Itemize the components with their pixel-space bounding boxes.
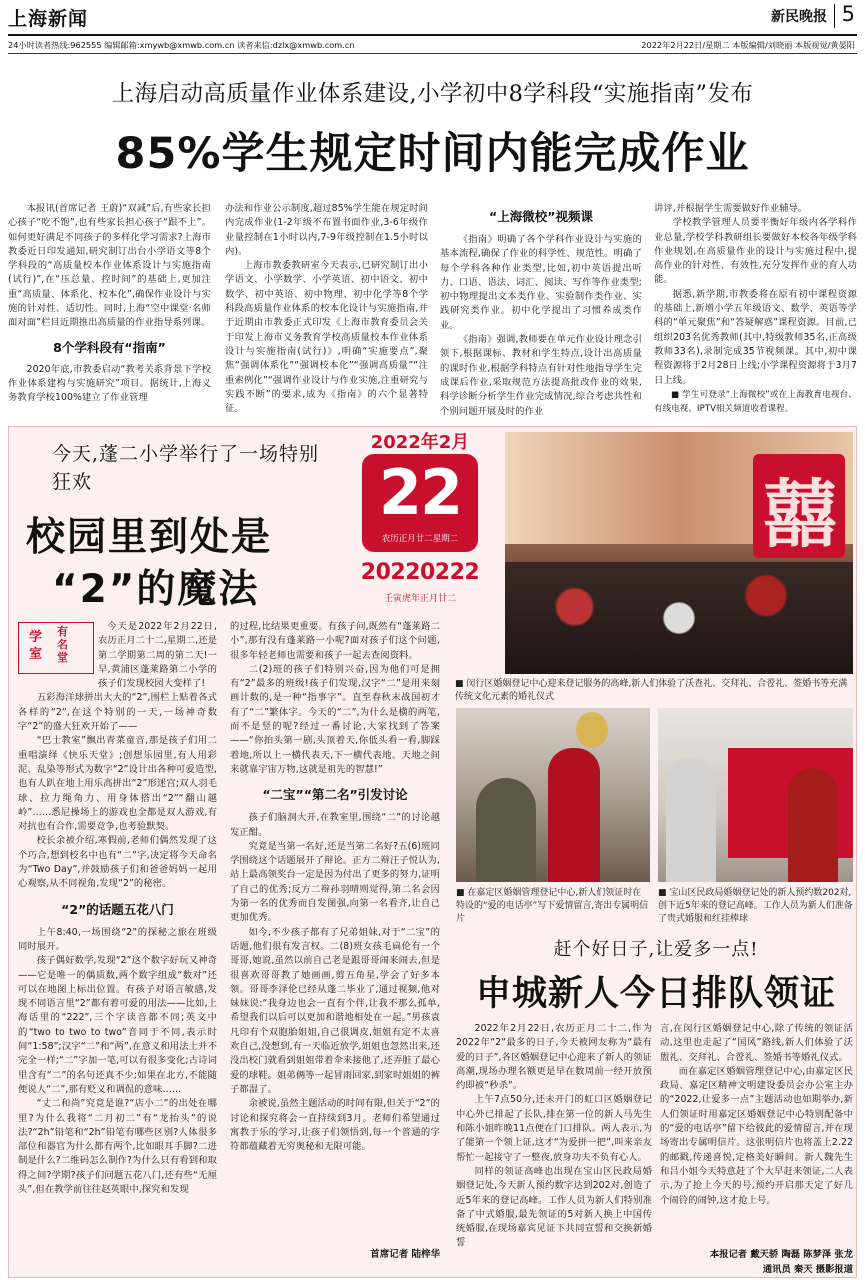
paragraph: 余被说,虽然主题活动的时间有限,但关于“2”的讨论和探究将会一直持续到3月。老师们希望通过寓教于乐的学习,让孩子们领悟到,每一个普通的字符都蕴藏着无穷奥秘和无限可能。 (230, 1098, 440, 1153)
wedding-col-1 (456, 1022, 652, 1272)
top-col-1 (8, 202, 211, 420)
paragraph: 而在嘉定区婚姻管理登记中心,由嘉定区民政局、嘉定区精神文明建设委员会办公室主办的“2022,让爱多一点”主题活动也如期举办,新人们领证时用嘉定区婚姻登记中心特别配备中的“爱的电话亭”留下给彼此的爱情留言,并在现场寄出专属明信片。这张明信片也将盖上2.22的邮戳,传递喜悦,定格美好瞬间。新人魏先生和吕小姐今天特意赶了个大早赶来领证,二人表示,为了抢上今天的号,预约开启那天定了好几个闹铃的闹钟,这才抢上号。 (660, 1065, 853, 1206)
paragraph: 言,在闵行区婚姻登记中心,除了传统的领证活动,这里也走起了“国风”路线,新人们体验了沃盥礼、交拜礼、合卺礼、签婚书等婚礼仪式。 (660, 1023, 853, 1063)
crowd (505, 562, 853, 674)
subhead: 8个学科段有“指南” (53, 339, 166, 355)
top-col-3 (440, 202, 642, 420)
paragraph: 同样的领证高峰也出现在宝山区民政局婚姻登记处,今天新人预约数字达到202对,创造了近5年来的登记高峰。工作人员为新人们特别准备了中式婚服,最先领证的5对新人换上中国传统婚服,在现场嘉宾见证下共同宣誓和交换新婚誓 (456, 1165, 652, 1249)
paragraph: “巴士教室”飘出青菜童音,那是孩子们用二重唱演绎《快乐天堂》;创想乐园里,有人用彩泥、乱染等形式为数字“2”设计出各种可爱造型,也有人趴在地上用乐高拼出“2”形迷宫;双人羽毛球、拉力绳角力、用身体搭出“2”“翻山越岭”……悉尼操场上的游戏也全都是双人游戏,有对抗也有合作,需要竞争,也考验默契。 (18, 735, 217, 833)
subhead: “2”的话题五花八门 (61, 901, 174, 917)
wedding-byline-1: 本报记者 戴天骄 陶磊 陈梦泽 张龙 (709, 1249, 853, 1260)
page-divider (834, 4, 835, 28)
paragraph: 孩子们脑洞大开,在教室里,围绕“二”的讨论越发正酣。 (230, 812, 440, 838)
paragraph: 五彩海洋球拼出大大的“2”,围栏上贴着各式各样的“2”,在这个特别的一天,一场神奇数字“2”的盛大狂欢开始了—— (18, 692, 217, 733)
paragraph: 上海市教委教研室今天表示,已研究制订出小学语文、小学数学、小学英语、初中语文、初中数学、初中英语、初中物理、初中化学等8个学科段高质量作业体系的校本化设计与实施指南,并于近期由市教委正式印发《上海市教育委员会关于印发上海市义务教育学校高质量校本作业体系设计与实施指南(试行)》,明确“实施要点”,聚焦“强调体系化”“强调校本化”“强调高质量”“注重索例化”“强调作业设计与作业实施,注重研究与实践不断”的要求,成为《指南》的六个显著特征。 (225, 260, 428, 415)
paragraph: 上午8:40,一场围绕“2”的探秘之旅在班级同时展开。 (18, 926, 217, 952)
dateline-text: 2022年2月22日/星期二 本版编辑/刘晓丽 本版视觉/黄晏阳 (641, 40, 855, 50)
header-thin-rule (8, 53, 857, 54)
feature-headline-2: “2”的魔法 (52, 567, 260, 612)
paragraph: 二(2)班的孩子们特别兴奋,因为他们可是拥有“2”最多的班级!孩子们发现,汉字“二”是用来刻画计数的,是一种“指事字”。直至春秋末战国初才有了“二”繁体字。今天的“二”,为什么是横的两笔,而不是竖的呢?经过一番讨论,大家找到了答案——“你拍头第一剧,头顶着天,你低头看一看,脚踩着地,所以上一横代表天,下一横代表地。天地之间来就靠宇宙万物,这就是祖先的智慧!” (230, 663, 440, 775)
feature-kicker: 今天,蓬二小学举行了一场特别狂欢 (52, 443, 320, 493)
paper-name: 新民晚报 (771, 9, 827, 25)
header-rule (8, 34, 857, 36)
subhead: “二宝”“第二名”引发讨论 (262, 787, 408, 803)
paragraph: 孩子偶好数学,发现“2”这个数字好玩又神奇——它是唯一的偶质数,两个数字组成“数对”还可以在地图上标出位置。有孩子对语言敏感,发现不同语言里“2”都有着可爱的用法——比如,上海话里的“222”,三个字读音都不同;英文中的“two to two to two”音同于不同,表示时间“1:58”;汉字“二”和“两”,在意义和用法上并不完全一样;“二”字加一笔,可以有很多变化;古诗词里含有“二”的名句还真不少;如果在北方,不能随便说人“二”,那有贬义和调侃的意味…… (18, 955, 217, 1095)
calendar-graphic (340, 428, 500, 614)
wedding-kicker: 赶个好日子,让爱多一点! (553, 939, 759, 960)
ceremony-photo (505, 432, 853, 674)
paragraph: 究竟是当第一名好,还是当第二名好?五(6)班同学围绕这个话题展开了辩论。正方二辩汪子悦认为,站上最高领奖台一定是因为付出了更多的努力,证明了自己的优秀;反方二辩孙羽晴则觉得,第二名会因为第一名的优秀而自发图强,向第一名看齐,让自己更加优秀。 (230, 840, 440, 924)
couple (476, 778, 536, 882)
paragraph: ■ 学生可登录“上海微校”或在上海教育电视台、有线电视、IPTV相关频道收看课程。 (654, 389, 857, 415)
paragraph: “丈二和尚”究竟是谁?“店小二”的出处在哪里?为什么我将“二月初二”有“龙抬头”的说法?“2h”铅笔和“2h”铅笔有哪些区别?人体很多部位和器官为什么都有两个,比如眼耳手脚?二进制是什么?二维码怎么制作?为什么只有看到和取得之间?学期?孩子们问题五花八门,还有些“无厘头”,但在教学前往往赵英眼中,探究和发现 (18, 1098, 217, 1195)
top-headline: 85%学生规定时间内能完成作业 (115, 129, 750, 179)
top-col-4 (654, 202, 857, 420)
calendar-sub: 壬寅虎年正月廿二 (383, 594, 456, 604)
top-kicker: 上海启动高质量作业体系建设,小学初中8学科段“实施指南”发布 (111, 81, 754, 107)
wedding-headline: 申城新人今日排队领证 (475, 974, 836, 1014)
phone-booth-photo (456, 708, 650, 882)
calendar-lunar: 农历正月廿二星期二 (381, 534, 459, 544)
bride (666, 758, 716, 882)
paragraph: 2022年2月22日,农历正月二十二,作为2022年“2”最多的日子,今天被网友称为“最有爱的日子”,各区婚姻登记中心迎来了新人的领证高潮,现场办理名额更是早在数周前一经开放预约即被“秒杀”。 (456, 1023, 652, 1092)
page-number: 5 (841, 2, 855, 26)
wedding-byline-2: 通讯员 秦天 摄影报道 (762, 1264, 853, 1275)
paragraph: 如今,不少孩子都有了兄弟姐妹,对于“二宝”的话题,他们很有发言权。二(8)班女孩毛扁伦有一个哥哥,她说,虽然以前自己老是跟哥哥闹来闹去,但是很喜欢哥哥教了她画画,剪五角星,学会了好多本领。哥哥李泽伦已经从蓬二毕业了,通过视频,他对妹妹说:“我身边也会一直有个伴,让我不那么孤单,希望我们以后可以更加和谐地相处在一起。”男孩袁凡印有个双胞胎姐姐,自己很调皮,姐姐有定不太喜欢自己,没想到,有一天临近放学,姐姐也忽然出来,还没出校门就看到姐姐带着伞来接他了,还弄脏了最心爱的球鞋。姐弟俩等一起冒雨回家,到家时姐姐的裤子都湿了。 (230, 926, 440, 1095)
stamp-text-b: 学室 (29, 630, 43, 662)
stamp-text-a: 有名堂 (57, 625, 68, 664)
balloon (576, 712, 608, 748)
paragraph: 的过程,比结果更重要。有孩子问,既然有“蓬莱路二小”,那有没有蓬莱路一小呢?面对孩子们这个问题,很多年轻老师也需要和孩子一起去查阅资料。 (230, 621, 440, 661)
photo-caption-2: ■ 在嘉定区婚姻管理登记中心,新人们领证时在特设的“爱的电话亭”写下爱情留言,寄出专属明信片 (456, 888, 649, 924)
calendar-month: 2022年2月 (370, 432, 470, 453)
paragraph: 据悉,新学期,市教委将在原有初中课程资源的基础上,新增小学五年级语文、数学、英语等学科的“单元聚焦”和“答疑解惑”课程资源。目前,已组织203名优秀教师(其中,特级教师35名,正高级教师33名),录制完成35节视频课。其中,初中课程资源将于2月28日上线;小学课程资源将于3月7日上线。 (654, 288, 857, 386)
calendar-day: 22 (378, 456, 462, 529)
calendar-number: 20220222 (360, 560, 480, 585)
section-name: 上海新闻 (8, 8, 89, 30)
paragraph: 2020年底,市教委启动“教考关系背景下学校作业体系建构与实施研究”项目。据统计,上海义务教育学校100%建立了作业管理 (8, 363, 211, 404)
photo-caption-1: ■ 闵行区婚姻登记中心迎来登记服务的高峰,新人们体验了沃查礼、交拜礼、合卺礼、签婚书等充满传统文化元素的婚礼仪式 (455, 679, 848, 702)
subhead: “上海微校”视频课 (489, 209, 593, 224)
paragraph: 办法和作业公示制度,超过85%学生能在规定时间内完成作业(1-2年级不布置书面作业,3-6年级作业量控制在1小时以内,7-9年级控制在1.5小时以内)。 (225, 203, 428, 257)
paragraph: 校长余被介绍,寒假前,老师们偶然发现了这个巧合,想到校名中也有“二”字,决定将今天命名为“Two Day”,并鼓励孩子们和爸爸妈妈一起用心观察,从不同视角,发现“2”的秘密。 (18, 835, 217, 890)
paragraph: 《指南》强调,教师要在单元作业设计理念引领下,根据课标、教材和学生特点,设计出高质量的课时作业,根据学科特点有针对性地指导学生完成课后作业,采取规范方法提高批改作业的效果,科学诊断分析学生作业完成情况,综合考虑共性和个别问题开展及时的作业 (440, 334, 642, 417)
feature-col-1 (18, 620, 217, 1270)
groom (788, 768, 838, 882)
paragraph: 今天是2022年2月22日,农历正月二十二,星期二,还是第二学期第二周的第二天!一早,黄浦区蓬莱路第二小学的孩子们发现校园大变样了! (98, 621, 217, 690)
top-col-2 (225, 202, 428, 420)
phone-booth (548, 748, 600, 882)
feature-col-2 (230, 620, 440, 1266)
paragraph: 学校教学管理人员要平衡好年级内各学科作业总量,学校学科教研组长要做好本校各年级学科作业规划,在高质量作业的设计与实施过程中,提高作业的针对性、有效性,充分发挥作业的育人功能。 (654, 217, 857, 286)
double-happiness-glyph: 囍 (763, 472, 837, 558)
photo-caption-3: ■ 宝山区民政局婚姻登记处的新人预约数202对,创下近5年来的登记高峰。工作人员为新人们准备了贵式婚服和红挂棒球 (658, 888, 853, 924)
paragraph: 上午7点50分,还未开门的虹口区婚姻登记中心外已排起了长队,排在第一位的新人马先生和陈小姐昨晚11点便在门口排队。两人表示,为了能第一个领上证,这才“为爱拼一把”,叫来亲友帮忙一起接守了一整夜,放身功夫不负有心人。 (456, 1094, 652, 1163)
paragraph: 讲评,并根据学生需要做好作业辅导。 (654, 203, 808, 214)
feature-byline: 首席记者 陆梓华 (300, 1246, 440, 1260)
paragraph: 《指南》明确了各个学科作业设计与实施的基本流程,确保了作业的科学性、规范性。明确了每个学科各种作业类型,比如,初中英语提出听力、口语、语法、词汇、阅读、写作等作业类型;初中物理提出文本类作业、实验制作类作业、实践研究类作业。初中化学提出了习惯养成类作业。 (440, 234, 642, 331)
certificate-photo (658, 708, 853, 882)
wedding-col-2 (660, 1022, 853, 1244)
hotline-text: 24小时读者热线:962555 编辑邮箱:xmywb@xmwb.com.cn 读者来信:dzlx@xmwb.com.cn (8, 40, 355, 50)
paragraph: 本报讯(首席记者 王蔚)“双减”后,有些家长担心孩子“吃不饱”,也有些家长担心孩子“跟不上”。如何更好满足不同孩子的多样化学习需求?上海市教委近日印发通知,研究制订出台小学语文等8个学科段的“高质量校本作业体系设计与实施指南(试行)”,在“压总量、控时间”的基础上,更加注重“高质量、体系化、校本化”,确保作业设计与实施的针对性、适切性。同时,上海“空中课堂·名师面对面”栏目近期推出高质量的作业指导系列课。 (8, 203, 211, 329)
feature-headline-1: 校园里到处是 (26, 515, 273, 560)
